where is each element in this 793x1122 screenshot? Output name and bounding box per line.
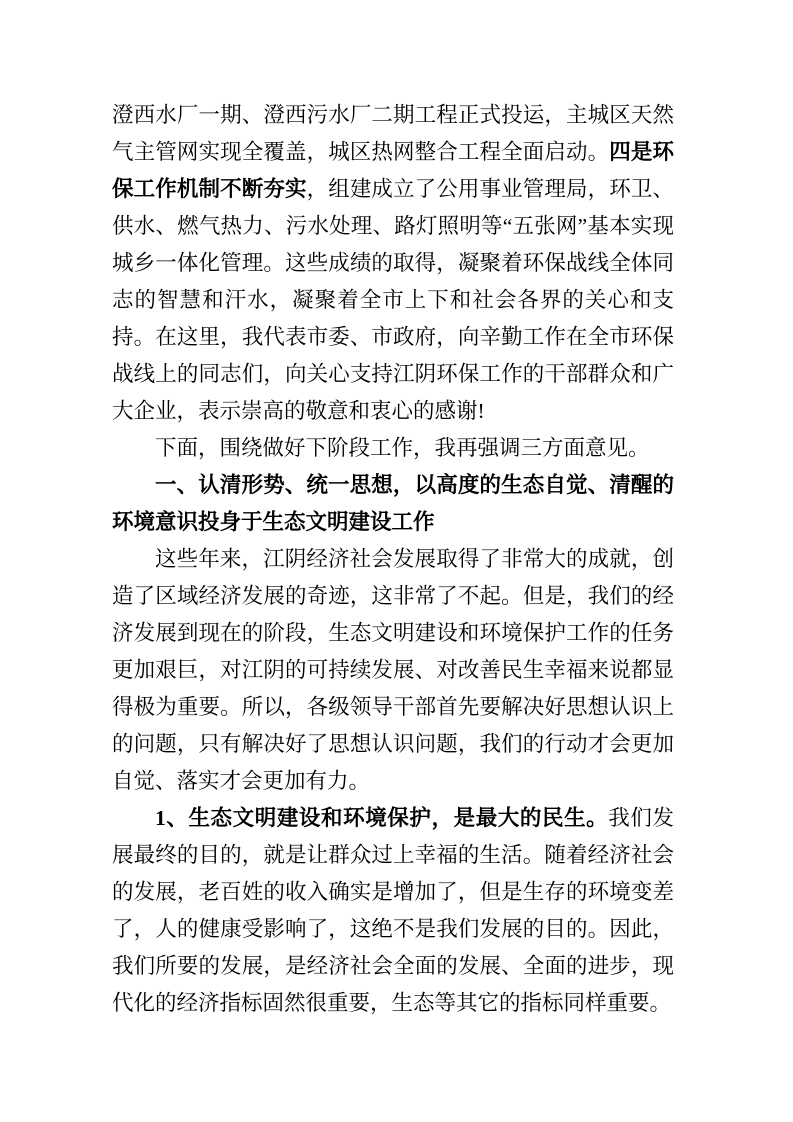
emphasis-text-run: 一、认清形势、统一思想，以高度的生态自觉、清醒的环境意识投身于生态文明建设工作 bbox=[112, 473, 674, 534]
emphasis-text-run: 1、生态文明建设和环境保护，是最大的民生。 bbox=[155, 806, 609, 830]
text-run: 我们发展最终的目的，就是让群众过上幸福的生活。随着经济社会的发展，老百姓的收入确实是增加了，但是生存的环境变差了，人的健康受影响了，这绝不是我们发展的目的。因此，我们所要的发展，是经济社会全面的发展、全面的进步，现代化的经济指标固然很重要，生态等其它的指标同样重要。 bbox=[112, 806, 674, 1015]
paragraph bbox=[112, 97, 674, 430]
text-run: 这些年来，江阴经济社会发展取得了非常大的成就，创造了区域经济发展的奇迹，这非常了不起。但是，我们的经济发展到现在的阶段，生态文明建设和环境保护工作的任务更加艰巨，对江阴的可持续发展、对改善民生幸福来说都显得极为重要。所以，各级领导干部首先要解决好思想认识上的问题，只有解决好了思想认识问题，我们的行动才会更加自觉、落实才会更加有力。 bbox=[112, 547, 674, 793]
paragraph bbox=[112, 800, 674, 1022]
section-heading bbox=[112, 467, 674, 541]
text-run: 澄西水厂一期、澄西污水厂二期工程正式投运，主城区天然气主管网实现全覆盖，城区热网整合工程全面启动。 bbox=[112, 103, 674, 164]
text-run: 下面，围绕做好下阶段工作，我再强调三方面意见。 bbox=[155, 436, 650, 460]
document-body bbox=[112, 97, 674, 1022]
paragraph bbox=[112, 430, 674, 467]
paragraph bbox=[112, 541, 674, 800]
emphasis-text-run: 四是环保工作机制不断夯实 bbox=[112, 140, 674, 201]
text-run: ，组建成立了公用事业管理局，环卫、供水、燃气热力、污水处理、路灯照明等“五张网”基本实现城乡一体化管理。这些成绩的取得，凝聚着环保战线全体同志的智慧和汗水，凝聚着全市上下和社会各界的关心和支持。在这里，我代表市委、市政府，向辛勤工作在全市环保战线上的同志们，向关心支持江阴环保工作的干部群众和广大企业，表示崇高的敬意和衷心的感谢! bbox=[112, 177, 674, 423]
